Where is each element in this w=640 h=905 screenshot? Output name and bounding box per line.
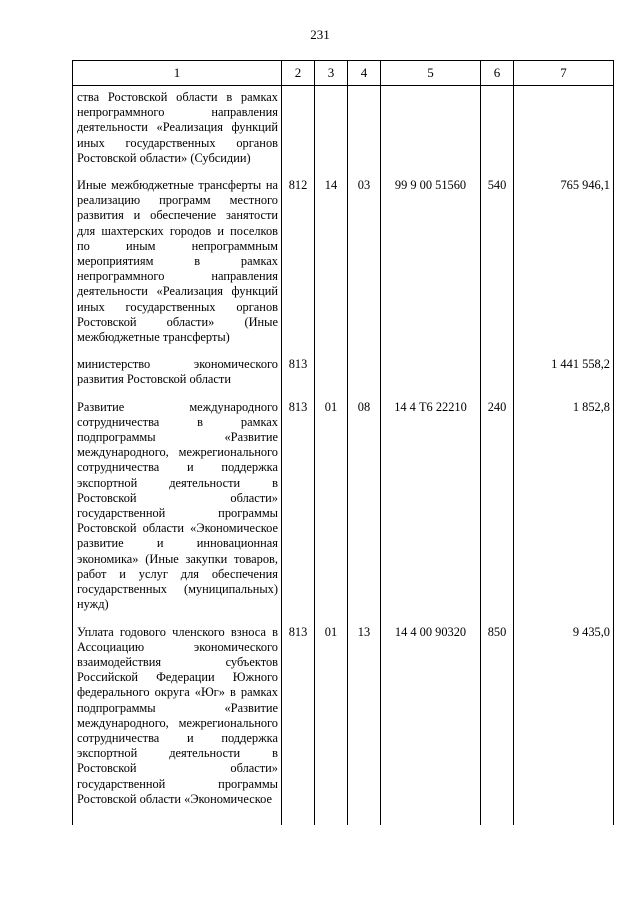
row-subsection: 08	[348, 388, 381, 613]
row-amount: 9 435,0	[514, 613, 614, 825]
row-target-article	[381, 345, 481, 387]
row-section: 14	[315, 166, 348, 345]
header-cell-1: 1	[73, 61, 282, 86]
row-code	[282, 86, 315, 167]
row-expense-type	[481, 345, 514, 387]
row-section	[315, 86, 348, 167]
table-row	[73, 345, 614, 387]
row-description: ства Ростовской области в рамках непрограммного направления деятельности «Реализация функций иных государственных органов Ростовской области» (Субсидии)	[73, 86, 282, 167]
header-cell-3: 3	[315, 61, 348, 86]
row-code: 813	[282, 345, 315, 387]
header-cell-6: 6	[481, 61, 514, 86]
row-code: 813	[282, 388, 315, 613]
row-amount: 765 946,1	[514, 166, 614, 345]
budget-table	[72, 60, 614, 825]
row-target-article: 99 9 00 51560	[381, 166, 481, 345]
header-cell-7: 7	[514, 61, 614, 86]
row-description: Развитие международного сотрудничества в рамках подпрограммы «Развитие международного, межрегионального сотрудничества и поддержка экспортной деятельности в Ростовской области» государственной программы Ростовской области «Экономическое развитие и инновационная экономика» (Иные закупки товаров, работ и услуг для обеспечения государственных (муниципальных) нужд)	[73, 388, 282, 613]
page-number: 231	[310, 27, 330, 42]
row-section: 01	[315, 388, 348, 613]
header-cell-5: 5	[381, 61, 481, 86]
table-row	[73, 388, 614, 613]
table-row	[73, 86, 614, 167]
row-expense-type: 850	[481, 613, 514, 825]
row-code: 812	[282, 166, 315, 345]
row-section	[315, 345, 348, 387]
table-row	[73, 166, 614, 345]
row-subsection	[348, 86, 381, 167]
row-description: Иные межбюджетные трансферты на реализацию программ местного развития и обеспечение занятости для шахтерских городов и поселков по иным непрограммным мероприятиям в рамках непрограммного направления деятельности «Реализация функций иных государственных органов Ростовской области» (Иные межбюджетные трансферты)	[73, 166, 282, 345]
row-description: министерство экономического развития Ростовской области	[73, 345, 282, 387]
row-expense-type	[481, 86, 514, 167]
row-amount: 1 852,8	[514, 388, 614, 613]
row-target-article: 14 4 00 90320	[381, 613, 481, 825]
header-row	[73, 61, 614, 86]
row-subsection: 13	[348, 613, 381, 825]
table-row	[73, 613, 614, 825]
header-cell-2: 2	[282, 61, 315, 86]
header-cell-4: 4	[348, 61, 381, 86]
row-subsection: 03	[348, 166, 381, 345]
row-amount	[514, 86, 614, 167]
row-section: 01	[315, 613, 348, 825]
row-target-article	[381, 86, 481, 167]
row-expense-type: 240	[481, 388, 514, 613]
row-code: 813	[282, 613, 315, 825]
row-target-article: 14 4 Т6 22210	[381, 388, 481, 613]
row-amount: 1 441 558,2	[514, 345, 614, 387]
row-subsection	[348, 345, 381, 387]
row-expense-type: 540	[481, 166, 514, 345]
row-description: Уплата годового членского взноса в Ассоциацию экономического взаимодействия субъектов Российской Федерации Южного федерального округа «Юг» в рамках подпрограммы «Развитие международного, межрегионального сотрудничества и поддержка экспортной деятельности в Ростовской области» государственной программы Ростовской области «Экономическое	[73, 613, 282, 825]
